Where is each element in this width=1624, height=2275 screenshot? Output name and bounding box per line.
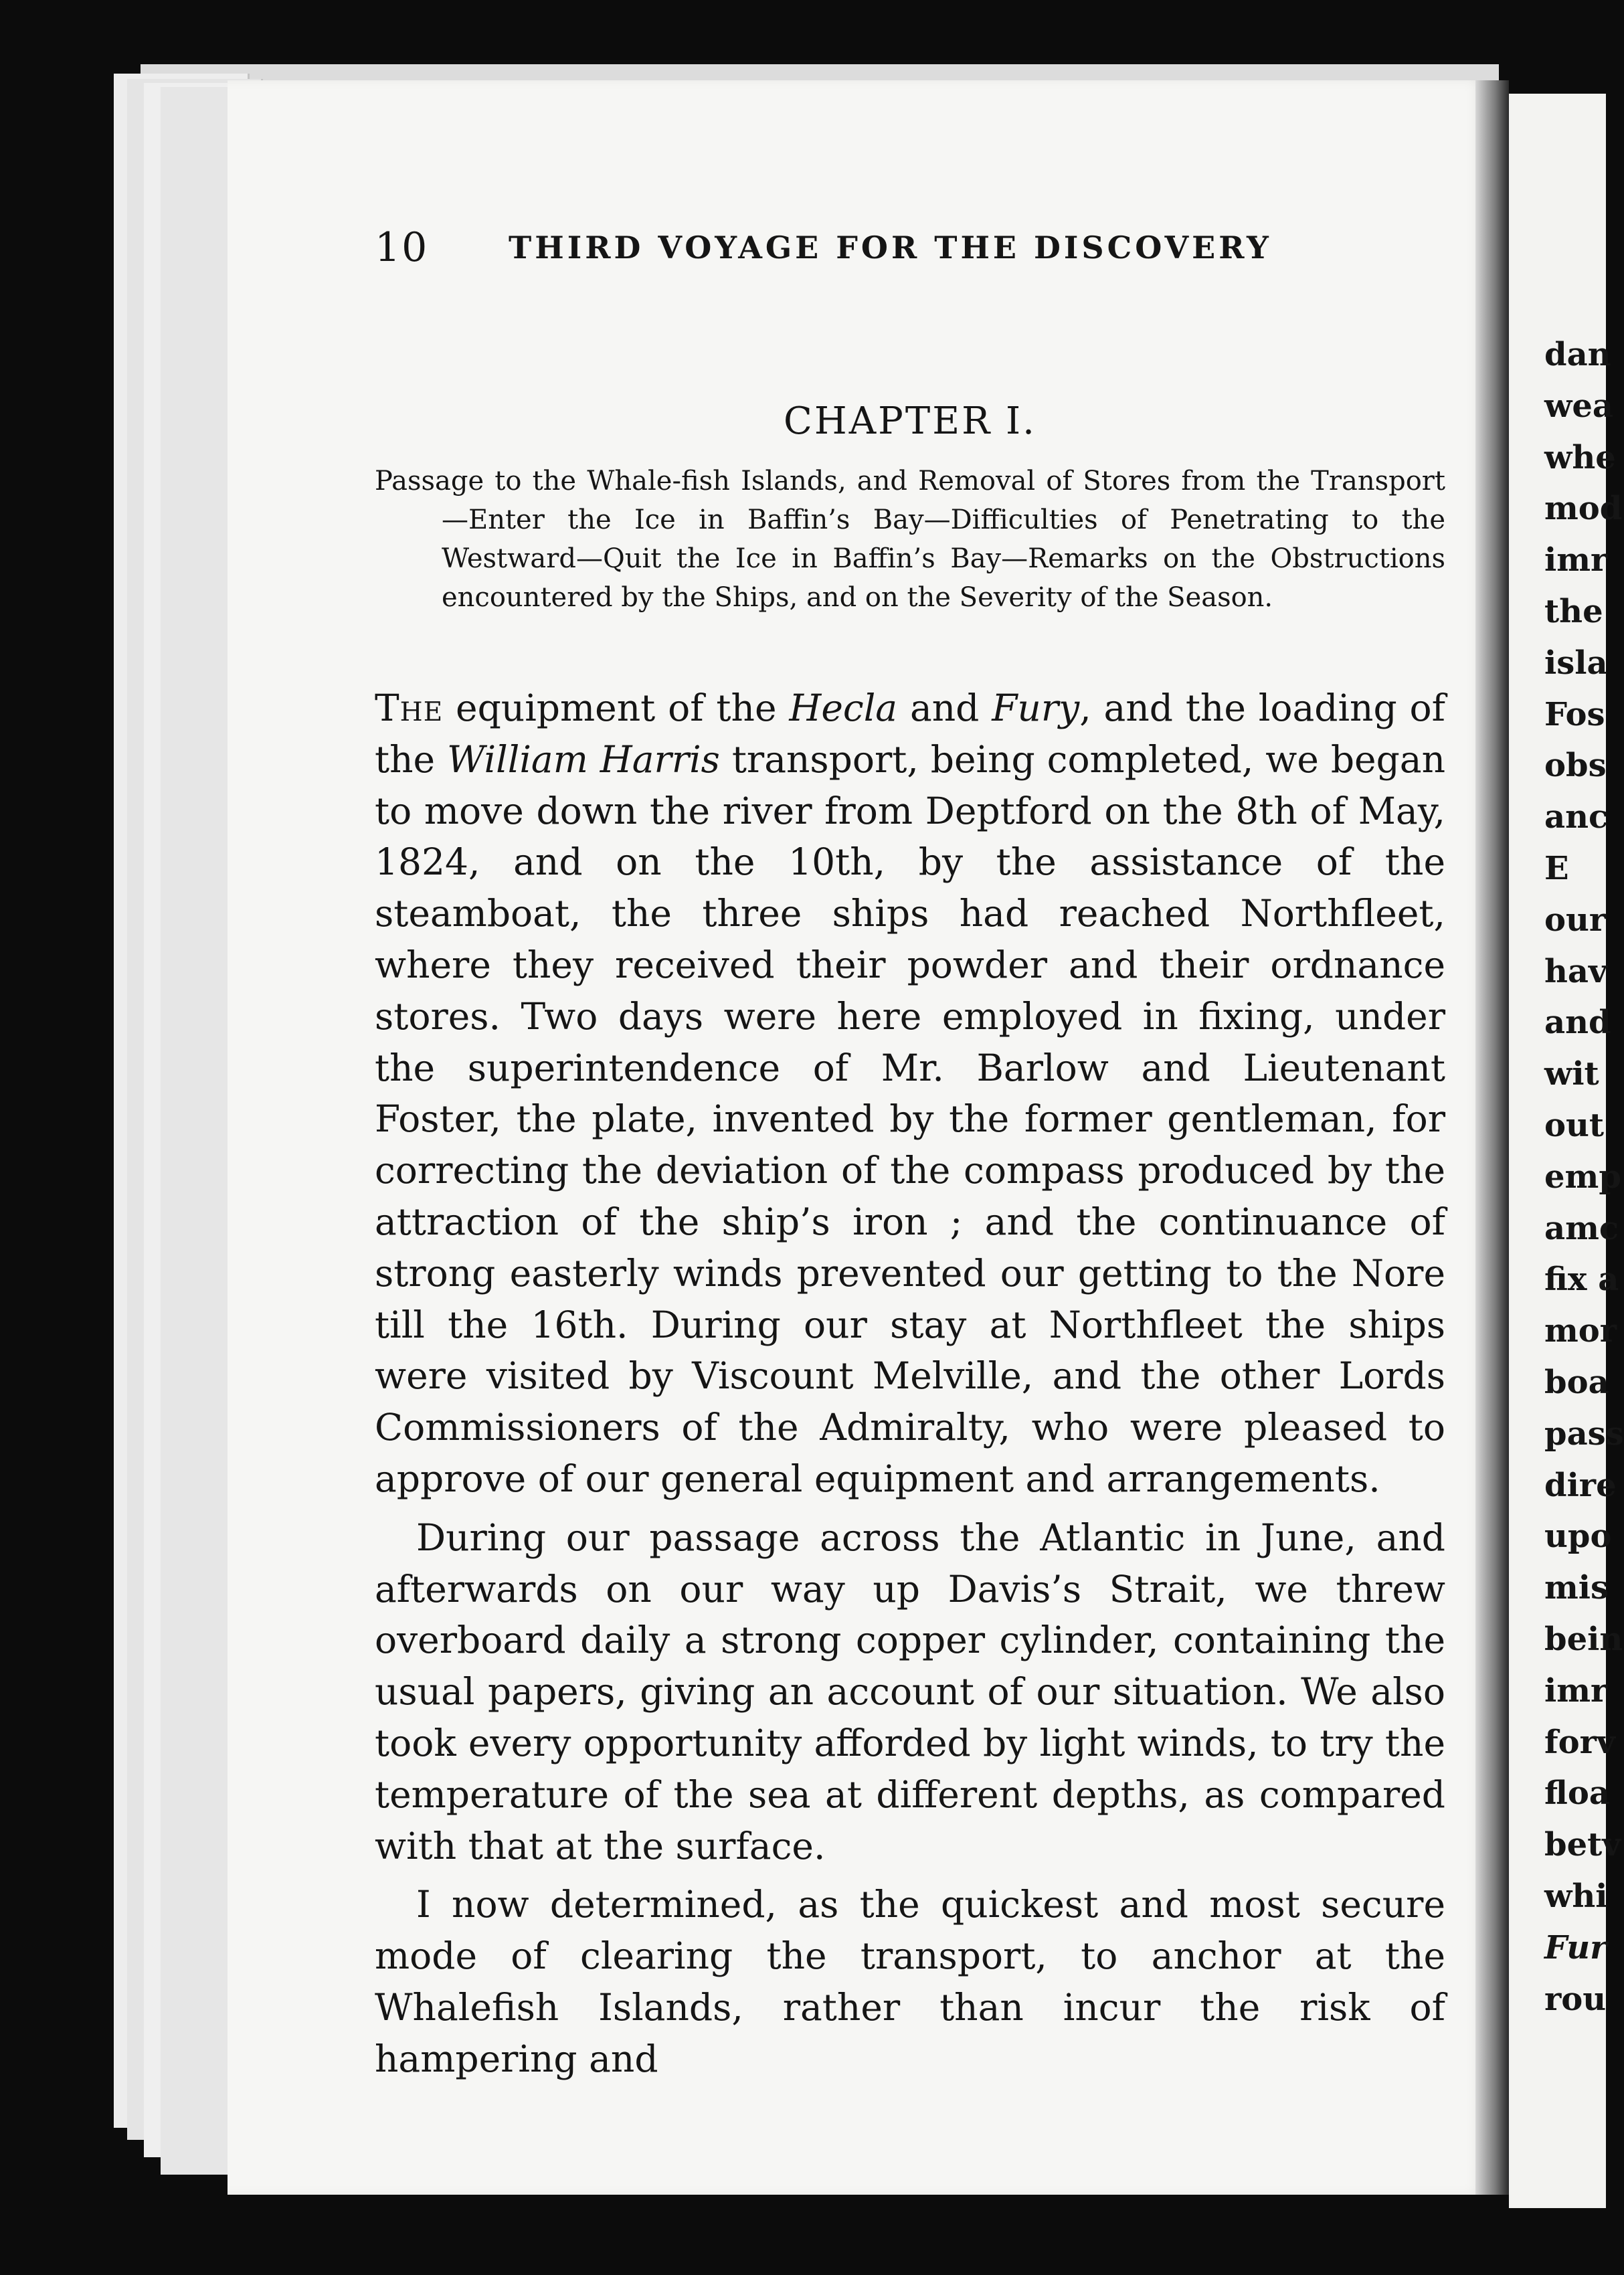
ship-name-william-harris: William Harris [446, 737, 720, 781]
facing-page-line: wea [1544, 387, 1613, 425]
opening-word: The [375, 687, 444, 729]
facing-page-line: our [1544, 901, 1607, 939]
paragraph-3: I now determined, as the quickest and most secure mode of clearing the transport, to anchor at the Whalefish Islands, rather than incur the risk of hampering and [375, 1883, 1445, 2080]
running-header [375, 221, 1405, 274]
facing-page-line: mis [1544, 1569, 1609, 1607]
ship-name-fury: Fury [992, 687, 1080, 729]
facing-page-line: boa [1544, 1363, 1609, 1401]
facing-page-line: wit [1544, 1055, 1599, 1093]
facing-page-line: mod [1544, 490, 1623, 528]
facing-page-line: imr [1544, 1671, 1608, 1710]
facing-page-line: dire [1544, 1466, 1617, 1504]
facing-page-line: dan [1544, 336, 1611, 373]
paragraph-1-text-a: equipment of the [443, 687, 790, 729]
facing-page-line: isla [1544, 644, 1608, 682]
facing-page-line: Fur [1544, 1928, 1607, 1967]
facing-page-line: forv [1544, 1723, 1615, 1761]
facing-page-line: hav [1544, 952, 1607, 990]
facing-page-line: mor [1544, 1312, 1617, 1350]
facing-page-line: betv [1544, 1826, 1621, 1864]
facing-page-line: anc [1544, 798, 1609, 836]
book-gutter [1475, 80, 1509, 2195]
running-title: THIRD VOYAGE FOR THE DISCOVERY [509, 230, 1272, 266]
facing-page-line: bein [1544, 1620, 1623, 1658]
facing-page-line: whe [1544, 438, 1616, 476]
paragraph-1-text-d: transport, being completed, we began to move down the river from Deptford on the 8th of May, 1824, and on the 10th, by the assistance of the steamboat, the three ships had reached Northfleet, where they received their powder and their ordnance stores. Two days were here employed in fixing, under the superintendence of Mr. Barlow and Lieutenant Foster, the plate, invented by the former gentleman, for correcting the deviation of the compass produced by the attraction of the ship’s iron ; and the continuance of strong easterly winds prevented our getting to the Nore till the 16th. During our stay at Northfleet the ships were visited by Viscount Melville, and the other Lords Commissioners of the Admiralty, who were pleased to approve of our general equipment and arrangements. [375, 737, 1446, 1500]
paragraph-1-text-c: , and the loading of the [375, 687, 1445, 781]
facing-page-line: upo [1544, 1518, 1612, 1556]
facing-page-line: and [1544, 1004, 1611, 1042]
facing-page-line: whi [1544, 1877, 1608, 1915]
paragraph-1 [375, 682, 1445, 1505]
facing-page-line: amc [1544, 1209, 1619, 1247]
facing-page-line: out [1544, 1106, 1605, 1144]
facing-page-line: E [1544, 849, 1569, 887]
facing-page-line: pass [1544, 1415, 1624, 1453]
ship-name-hecla: Hecla [789, 687, 898, 729]
chapter-title: CHAPTER I. [784, 399, 1036, 443]
facing-page-line: obs [1544, 747, 1607, 785]
facing-page-line: the [1544, 592, 1603, 630]
facing-page-line: Fos [1544, 695, 1605, 733]
paragraph-1-text-b: and [897, 687, 992, 729]
body-text [375, 682, 1445, 2085]
facing-page-line: rou [1544, 1980, 1607, 2018]
facing-page-line: imr [1544, 541, 1608, 579]
chapter-summary: Passage to the Whale-fish Islands, and Removal of Stores from the Transport—Enter the Ice in Baffin’s Bay—Difficulties of Penetrating to the Westward—Quit the Ice in Baffin’s Bay—Remarks on the Obstructions encountered by the Ships, and on the Severity of the Season. [375, 466, 1445, 613]
paragraph-2: During our passage across the Atlantic in June, and afterwards on our way up Davis’s Strait, we threw overboard daily a strong copper cylinder, containing the usual papers, giving an account of our situation. We also took every opportunity afforded by light winds, to try the temperature of the sea at different depths, as compared with that at the surface. [375, 1516, 1445, 1868]
facing-page-text [1544, 329, 1624, 2025]
page-number: 10 [375, 224, 429, 271]
facing-page-line: emp [1544, 1158, 1621, 1196]
facing-page-line: floa [1544, 1774, 1611, 1813]
facing-page-line: fix a [1544, 1261, 1619, 1299]
